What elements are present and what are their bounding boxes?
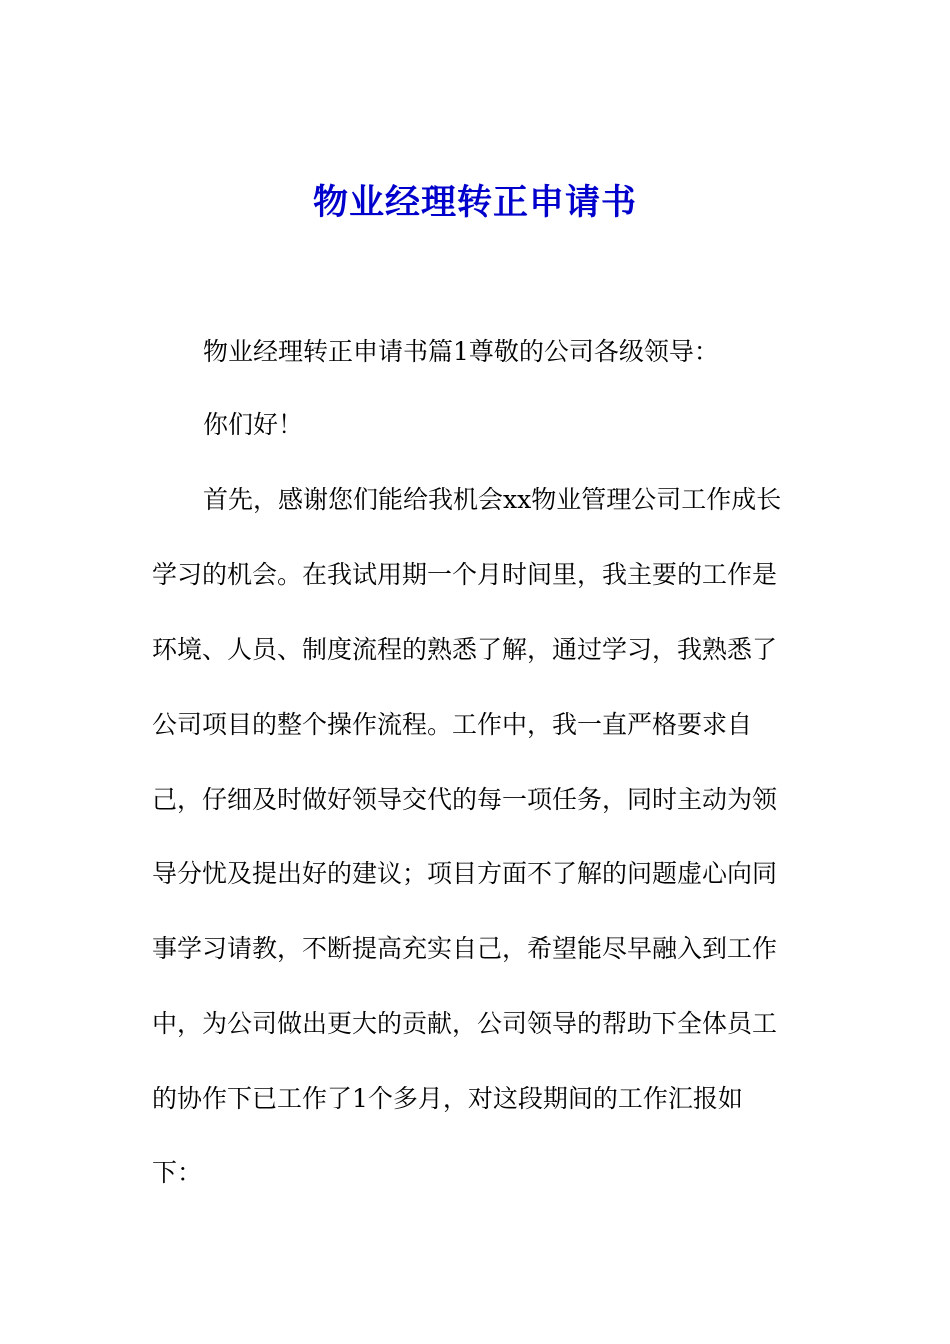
salutation-line: 你们好！	[203, 410, 304, 439]
body-line: 公司项目的整个操作流程。工作中，我一直严格要求自	[152, 710, 753, 739]
body-line: 事学习请教，不断提高充实自己，希望能尽早融入到工作	[152, 934, 778, 963]
greeting-line: 物业经理转正申请书篇1尊敬的公司各级领导：	[203, 337, 719, 366]
body-line: 环境、人员、制度流程的熟悉了解，通过学习，我熟悉了	[152, 635, 778, 664]
body-line: 中，为公司做出更大的贡献，公司领导的帮助下全体员工	[152, 1009, 778, 1038]
body-line: 的协作下已工作了1个多月，对这段期间的工作汇报如	[152, 1084, 743, 1113]
body-line: 学习的机会。在我试用期一个月时间里，我主要的工作是	[152, 560, 778, 589]
body-line: 下：	[152, 1158, 203, 1187]
body-line: 首先，感谢您们能给我机会xx物业管理公司工作成长	[203, 485, 782, 514]
body-line: 导分忧及提出好的建议；项目方面不了解的问题虚心向同	[152, 859, 778, 888]
body-line: 己，仔细及时做好领导交代的每一项任务，同时主动为领	[152, 785, 778, 814]
document-title: 物业经理转正申请书	[312, 182, 637, 223]
